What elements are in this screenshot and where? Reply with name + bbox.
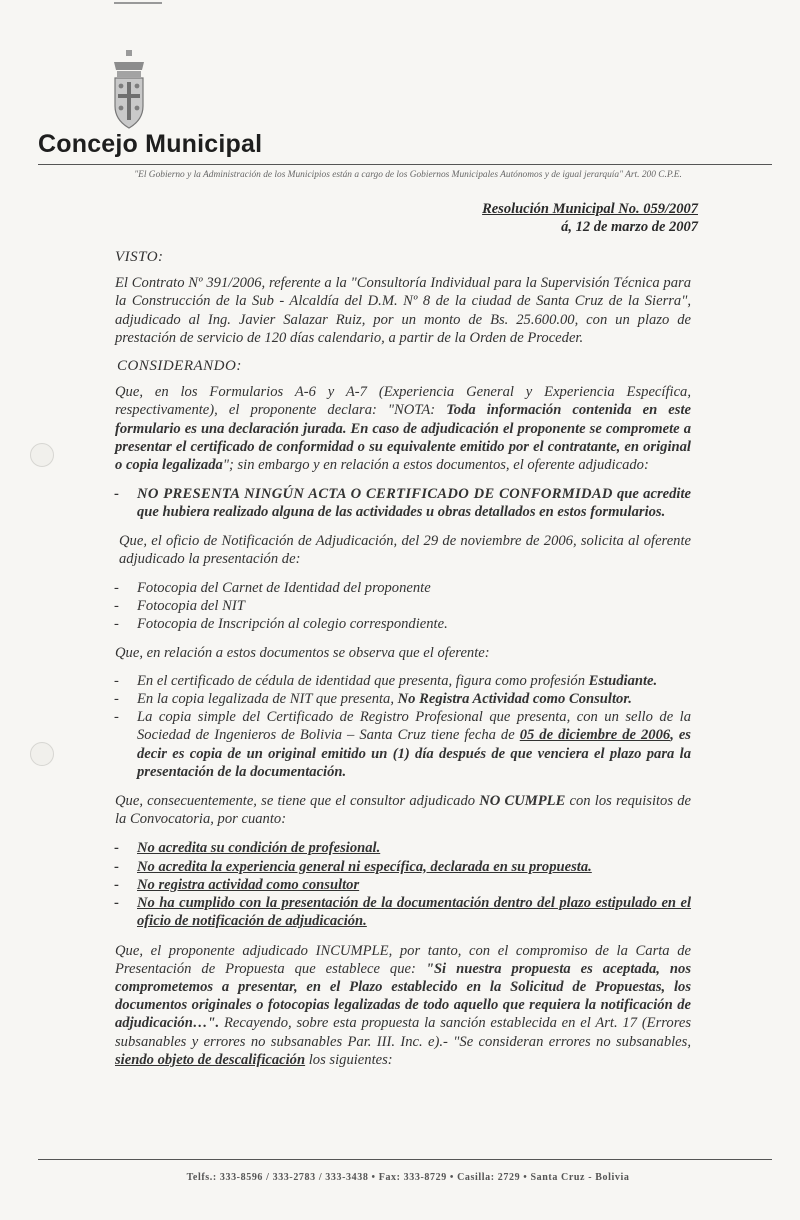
proposal-commitment-quote: "Si nuestra propuesta es aceptada, nos comprometemos a presentar, en el Plazo establecido en la Solicitud de Propuestas, los documentos originales o fotocopias legalizadas de todo aquello que requiera la notificación de adjudicación…". [115, 960, 691, 1032]
nit-status: No Registra Actividad como Consultor. [397, 691, 632, 708]
considerando-heading: CONSIDERANDO: [117, 358, 242, 375]
observation-intro: Que, en relación a estos documentos se observa que el oferente: [115, 644, 490, 661]
footer-contact: Telfs.: 333-8596 / 333-2783 / 333-3438 • Fax: 333-8729 • Casilla: 2729 • Santa Cruz - Bolivia [186, 1172, 630, 1183]
list-item [115, 672, 691, 690]
list-item: - No acredita la experiencia general ni específica, declarada en su propuesta. [115, 858, 691, 876]
punch-hole [30, 742, 54, 766]
list-item: - No ha cumplido con la presentación de la documentación dentro del plazo estipulado en el oficio de notificación de adjudicación. [115, 894, 691, 930]
profession-value: Estudiante. [588, 672, 658, 689]
scan-mark [114, 2, 162, 4]
visto-heading: VISTO: [115, 249, 164, 265]
compliance-status: NO CUMPLE [479, 793, 566, 810]
text-segment: En la copia legalizada de NIT que presenta, [137, 691, 398, 708]
text-segment: La copia simple del Certificado de Registro Profesional que presenta, con un sello de la Sociedad de Ingenieros de Bolivia – Santa Cruz tiene fecha de [137, 709, 691, 744]
footer-divider [38, 1159, 772, 1160]
requested-documents-list [115, 579, 691, 634]
list-item: - No acredita su condición de profesional. [115, 839, 691, 857]
organization-name: Concejo Municipal [38, 130, 263, 158]
text-segment: En el certificado de cédula de identidad que presenta, figura como profesión [137, 672, 589, 689]
text-segment: Que, en los Formularios A-6 y A-7 (Experiencia General y Experiencia Específica, respectivamente), el proponente declara: "NOTA: [115, 384, 691, 419]
findings-list [115, 485, 691, 521]
list-item: - Fotocopia de Inscripción al colegio correspondiente. [115, 615, 691, 633]
list-item [115, 708, 691, 781]
list-item: - Fotocopia del NIT [115, 597, 691, 615]
list-item: - No registra actividad como consultor [115, 876, 691, 894]
certificate-date: 05 de diciembre de 2006 [519, 727, 671, 744]
text-segment: que acredite que hubiera realizado alguna de las actividades u obras detallados en estos formularios. [137, 486, 691, 521]
list-item: - Fotocopia del Carnet de Identidad del proponente [115, 579, 691, 597]
resolution-date: á, 12 de marzo de 2007 [561, 219, 698, 235]
list-item [115, 485, 691, 521]
text-segment: "; sin embargo y en relación a estos documentos, el oferente adjudicado: [222, 457, 649, 474]
resolution-body [115, 248, 691, 1069]
resolution-title: Resolución Municipal No. 059/2007 [482, 201, 698, 217]
noncompliance-list [115, 839, 691, 930]
coat-of-arms-icon [108, 48, 150, 134]
text-segment: Recayendo, sobre esta propuesta la sanción establecida en el Art. 17 (Errores subsanables y errores no subsanables Par. III. Inc. e).- "Se consideran errores no subsanables, [115, 1015, 691, 1050]
header-divider [38, 164, 772, 165]
disqualification-phrase: siendo objeto de descalificación [115, 1051, 306, 1068]
text-segment: , es decir es copia de un original emitido un (1) día después de que venciera el plazo para la presentación de la documentación. [137, 727, 691, 780]
observations-list [115, 672, 691, 781]
no-certificate-statement: NO PRESENTA NINGÚN ACTA O CERTIFICADO DE CONFORMIDAD [137, 486, 613, 503]
text-segment: Que, consecuentemente, se tiene que el consultor adjudicado [115, 793, 480, 810]
conclusion-paragraph [115, 792, 691, 828]
sworn-declaration-text: Toda información contenida en este formulario es una declaración jurada. En caso de adjudicación el proponente se compromete a presentar el certificado de conformidad o su equivalente emitido por el contratante, en original o copia legalizada [115, 402, 691, 474]
text-segment: con los requisitos de la Convocatoria, por cuanto: [115, 793, 692, 828]
considerando-paragraph-forms [115, 383, 691, 474]
notification-paragraph: Que, el oficio de Notificación de Adjudicación, del 29 de noviembre de 2006, solicita al oferente adjudicado la presentación de: [119, 532, 691, 567]
text-segment: los siguientes: [305, 1051, 393, 1068]
visto-paragraph: El Contrato Nº 391/2006, referente a la "Consultoría Individual para la Supervisión Técnica para la Construcción de la Sub - Alcaldía del D.M. Nº 8 de la ciudad de Santa Cruz de la Sierra", adjudicado al Ing. Javier Salazar Ruiz, por un monto de Bs. 25.600.00, con un plazo de prestación de servicio de 120 días calendario, a partir de la Orden de Proceder. [115, 275, 691, 346]
text-segment: Que, el proponente adjudicado INCUMPLE, por tanto, con el compromiso de la Carta de Presentación de Propuesta que establece que: [115, 942, 691, 977]
breach-paragraph [115, 942, 691, 1069]
punch-hole [30, 443, 54, 467]
list-item [115, 690, 691, 708]
header-motto: "El Gobierno y la Administración de los Municipios están a cargo de los Gobiernos Municipales Autónomos y de igual jerarquía" Art. 200 C.P.E. [134, 170, 682, 180]
